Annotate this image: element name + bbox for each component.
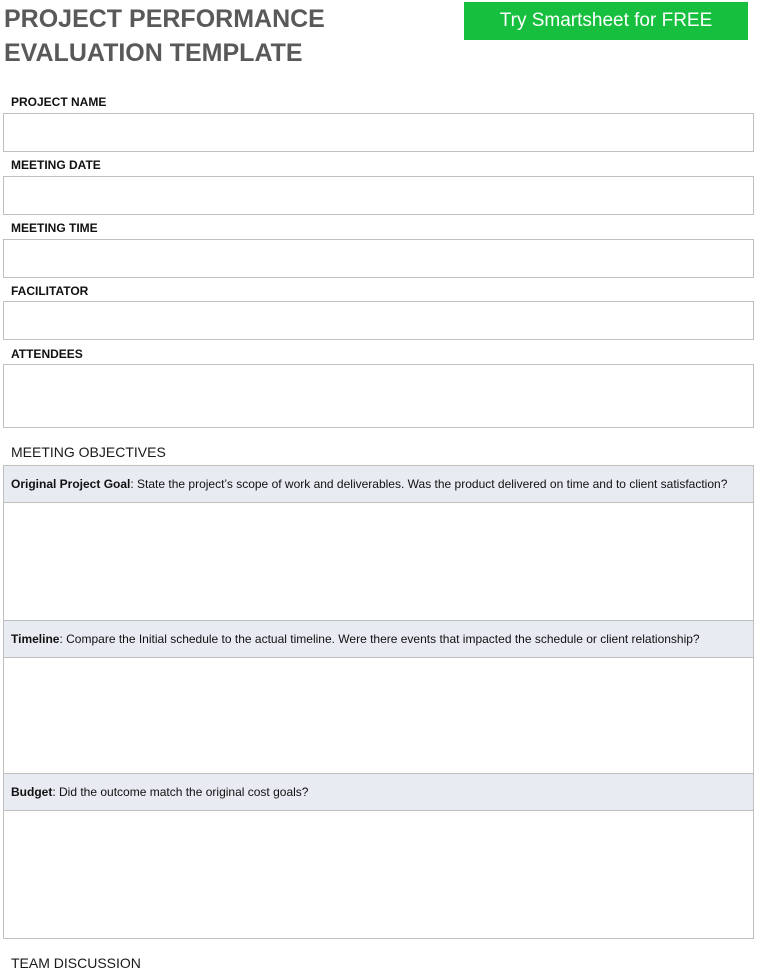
meeting-time-label: MEETING TIME (11, 221, 98, 235)
original-project-goal-prompt: : State the project’s scope of work and deliverables. Was the product delivered on time and to client satisfaction? (130, 477, 728, 491)
budget-prompt: : Did the outcome match the original cost goals? (52, 785, 309, 799)
try-smartsheet-button[interactable]: Try Smartsheet for FREE (464, 2, 748, 40)
timeline-field[interactable] (3, 658, 754, 774)
budget-field[interactable] (3, 811, 754, 939)
budget-header (3, 773, 754, 811)
page-title (4, 2, 364, 70)
original-project-goal-field[interactable] (3, 503, 754, 621)
timeline-header (3, 620, 754, 658)
meeting-date-field[interactable] (3, 176, 754, 215)
project-name-label: PROJECT NAME (11, 95, 107, 109)
meeting-objectives-heading: MEETING OBJECTIVES (11, 444, 166, 460)
budget-label: Budget (11, 785, 53, 799)
original-project-goal-header (3, 465, 754, 503)
meeting-date-label: MEETING DATE (11, 158, 101, 172)
timeline-label: Timeline (11, 632, 60, 646)
attendees-label: ATTENDEES (11, 347, 83, 361)
page-title-line-2: EVALUATION TEMPLATE (4, 39, 303, 67)
facilitator-field[interactable] (3, 301, 754, 340)
timeline-prompt: : Compare the Initial schedule to the actual timeline. Were there events that impacted the schedule or client relationship? (59, 632, 700, 646)
team-discussion-heading: TEAM DISCUSSION (11, 955, 141, 971)
attendees-field[interactable] (3, 364, 754, 428)
page-title-line-1: PROJECT PERFORMANCE (4, 5, 325, 33)
meeting-time-field[interactable] (3, 239, 754, 278)
project-name-field[interactable] (3, 113, 754, 152)
original-project-goal-label: Original Project Goal (11, 477, 131, 491)
facilitator-label: FACILITATOR (11, 284, 89, 298)
